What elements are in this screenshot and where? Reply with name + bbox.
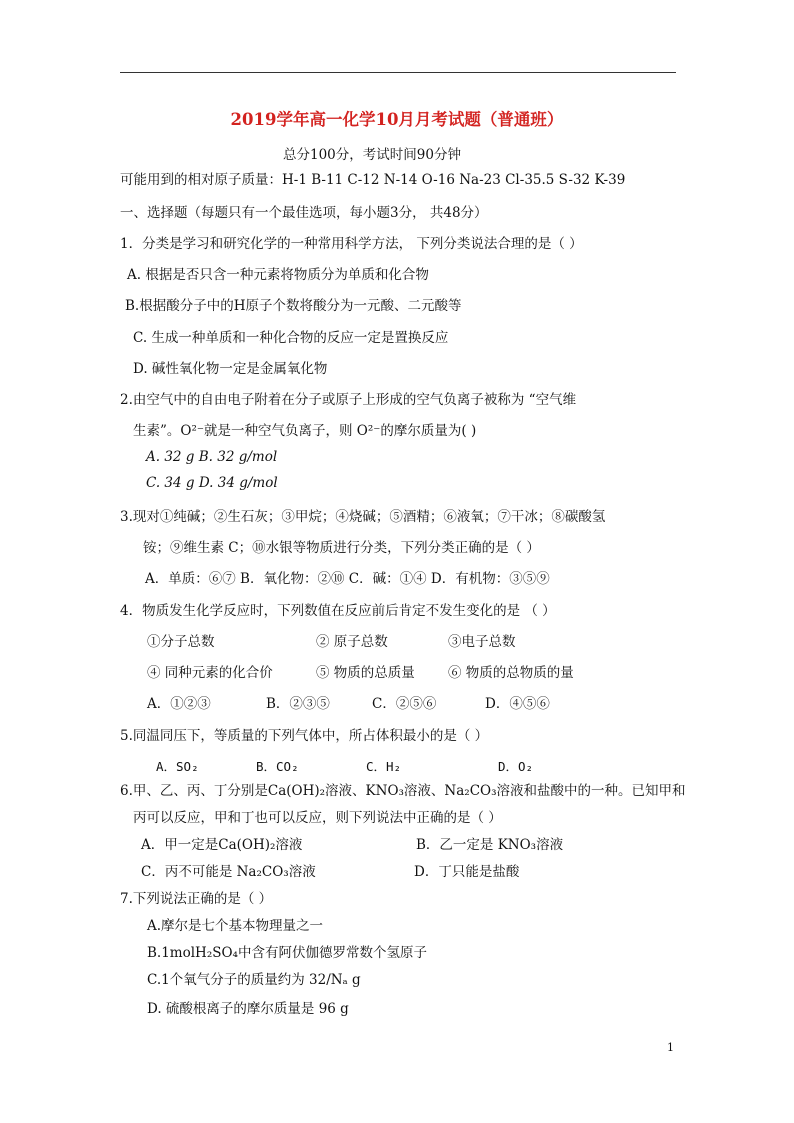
question-4-item-3: ③电子总数 bbox=[448, 634, 516, 650]
question-6-stem-line2: 丙可以反应，甲和丁也可以反应，则下列说法中正确的是（ ） bbox=[133, 810, 502, 826]
question-3-stem-line1: 3.现对①纯碱；②生石灰；③甲烷；④烧碱；⑤酒精；⑥液氧；⑦干冰；⑧碳酸氢 bbox=[120, 509, 606, 525]
question-1-option-d: D. 碱性氧化物一定是金属氧化物 bbox=[133, 361, 328, 377]
question-3-stem-line2: 铵；⑨维生素 C；⑩水银等物质进行分类，下列分类正确的是（ ） bbox=[143, 540, 540, 556]
question-6-option-b: B．乙一定是 KNO₃溶液 bbox=[416, 837, 564, 853]
question-6-option-c: C．丙不可能是 Na₂CO₃溶液 bbox=[141, 864, 316, 880]
exam-title: 2019学年高一化学10月月考试题（普通班） bbox=[230, 110, 564, 129]
question-7-option-a: A.摩尔是七个基本物理量之一 bbox=[147, 918, 324, 934]
question-1-option-a: A. 根据是否只含一种元素将物质分为单质和化合物 bbox=[127, 267, 429, 283]
section-heading: 一、选择题（每题只有一个最佳选项，每小题3分， 共48分） bbox=[120, 205, 488, 221]
question-4-item-5: ⑤ 物质的总质量 bbox=[316, 665, 415, 681]
header-rule bbox=[120, 72, 676, 73]
question-5-option-b: B．CO₂ bbox=[256, 759, 299, 774]
question-6-stem-line1: 6.甲、乙、丙、丁分别是Ca(OH)₂溶液、KNO₃溶液、Na₂CO₃溶液和盐酸中的一种。已知甲和 bbox=[120, 783, 686, 799]
question-4-option-c: C．②⑤⑥ bbox=[372, 696, 437, 712]
question-5-option-a: A．SO₂ bbox=[156, 759, 199, 774]
question-4-item-2: ② 原子总数 bbox=[316, 634, 388, 650]
question-4-item-6: ⑥ 物质的总物质的量 bbox=[448, 665, 574, 681]
question-2-stem-line1: 2.由空气中的自由电子附着在分子或原子上形成的空气负离子被称为 “空气维 bbox=[120, 392, 577, 408]
question-7-option-c: C.1个氧气分子的质量约为 32/Nₐ g bbox=[147, 972, 361, 988]
question-6-option-a: A．甲一定是Ca(OH)₂溶液 bbox=[141, 837, 303, 853]
question-5-option-c: C．H₂ bbox=[366, 759, 402, 774]
question-1-stem: 1．分类是学习和研究化学的一种常用科学方法， 下列分类说法合理的是（ ） bbox=[120, 236, 583, 252]
question-2-stem-line2: 生素”。O²⁻就是一种空气负离子，则 O²⁻的摩尔质量为( ) bbox=[133, 423, 477, 439]
question-7-option-d: D. 硫酸根离子的摩尔质量是 96 g bbox=[147, 1001, 349, 1017]
question-4-option-b: B．②③⑤ bbox=[266, 696, 330, 712]
question-4-option-d: D．④⑤⑥ bbox=[485, 696, 550, 712]
question-7-option-b: B.1molH₂SO₄中含有阿伏伽德罗常数个氢原子 bbox=[147, 945, 427, 961]
question-4-option-a: A．①②③ bbox=[147, 696, 211, 712]
atomic-masses: 可能用到的相对原子质量：H-1 B-11 C-12 N-14 O-16 Na-23 Cl-35.5 S-32 K-39 bbox=[120, 172, 626, 188]
question-2-options-ab: A. 32 g B. 32 g/mol bbox=[146, 449, 278, 465]
question-5-option-d: D．O₂ bbox=[498, 759, 534, 774]
question-1-option-c: C. 生成一种单质和一种化合物的反应一定是置换反应 bbox=[133, 330, 449, 346]
question-2-options-cd: C. 34 g D. 34 g/mol bbox=[146, 475, 278, 491]
question-4-stem: 4．物质发生化学反应时，下列数值在反应前后肯定不发生变化的是 （ ） bbox=[120, 603, 556, 619]
question-5-stem: 5.同温同压下，等质量的下列气体中，所占体积最小的是（ ） bbox=[120, 728, 489, 744]
question-7-stem: 7.下列说法正确的是（ ） bbox=[120, 891, 273, 907]
question-3-options: A．单质：⑥⑦ B．氧化物：②⑩ C．碱：①④ D．有机物：③⑤⑨ bbox=[145, 571, 550, 587]
exam-time-info: 总分100分，考试时间90分钟 bbox=[283, 147, 461, 163]
page-number: 1 bbox=[667, 1041, 674, 1054]
question-4-item-4: ④ 同种元素的化合价 bbox=[147, 665, 273, 681]
question-4-item-1: ①分子总数 bbox=[147, 634, 215, 650]
question-6-option-d: D．丁只能是盐酸 bbox=[414, 864, 520, 880]
question-1-option-b: B.根据酸分子中的H原子个数将酸分为一元酸、二元酸等 bbox=[125, 298, 462, 314]
